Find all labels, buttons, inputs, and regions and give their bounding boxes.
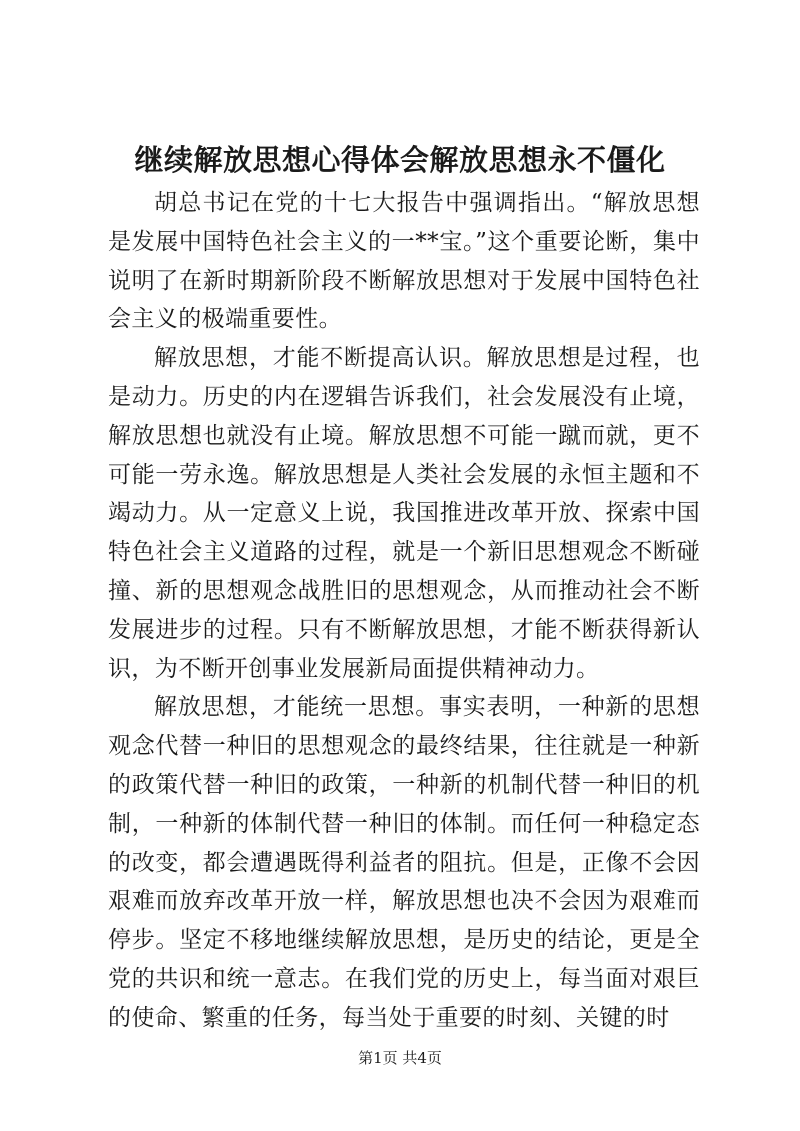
paragraph-1: 胡总书记在党的十七大报告中强调指出。“解放思想是发展中国特色社会主义的一**宝。”这个重要论断，集中说明了在新时期新阶段不断解放思想对于发展中国特色社会主义的极端重要性。 (108, 190, 700, 333)
page-footer (0, 1048, 800, 1068)
page-number: 第1页 共4页 (358, 1049, 442, 1067)
document-title: 继续解放思想心得体会解放思想永不僵化 (134, 143, 666, 177)
paragraph-2: 解放思想，才能不断提高认识。解放思想是过程，也是动力。历史的内在逻辑告诉我们，社会发展没有止境，解放思想也就没有止境。解放思想不可能一蹴而就，更不可能一劳永逸。解放思想是人类社会发展的永恒主题和不竭动力。从一定意义上说，我国推进改革开放、探索中国特色社会主义道路的过程，就是一个新旧思想观念不断碰撞、新的思想观念战胜旧的思想观念，从而推动社会不断发展进步的过程。只有不断解放思想，才能不断获得新认识，为不断开创事业发展新局面提供精神动力。 (108, 345, 700, 682)
document-body (108, 184, 700, 1038)
paragraph-3: 解放思想，才能统一思想。事实表明，一种新的思想观念代替一种旧的思想观念的最终结果，往往就是一种新的政策代替一种旧的政策，一种新的机制代替一种旧的机制，一种新的体制代替一种旧的体制。而任何一种稳定态的改变，都会遭遇既得利益者的阻抗。但是，正像不会因艰难而放弃改革开放一样，解放思想也决不会因为艰难而停步。坚定不移地继续解放思想，是历史的结论，更是全党的共识和统一意志。在我们党的历史上，每当面对艰巨的使命、繁重的任务，每当处于重要的时刻、关键的时 (108, 694, 700, 1031)
